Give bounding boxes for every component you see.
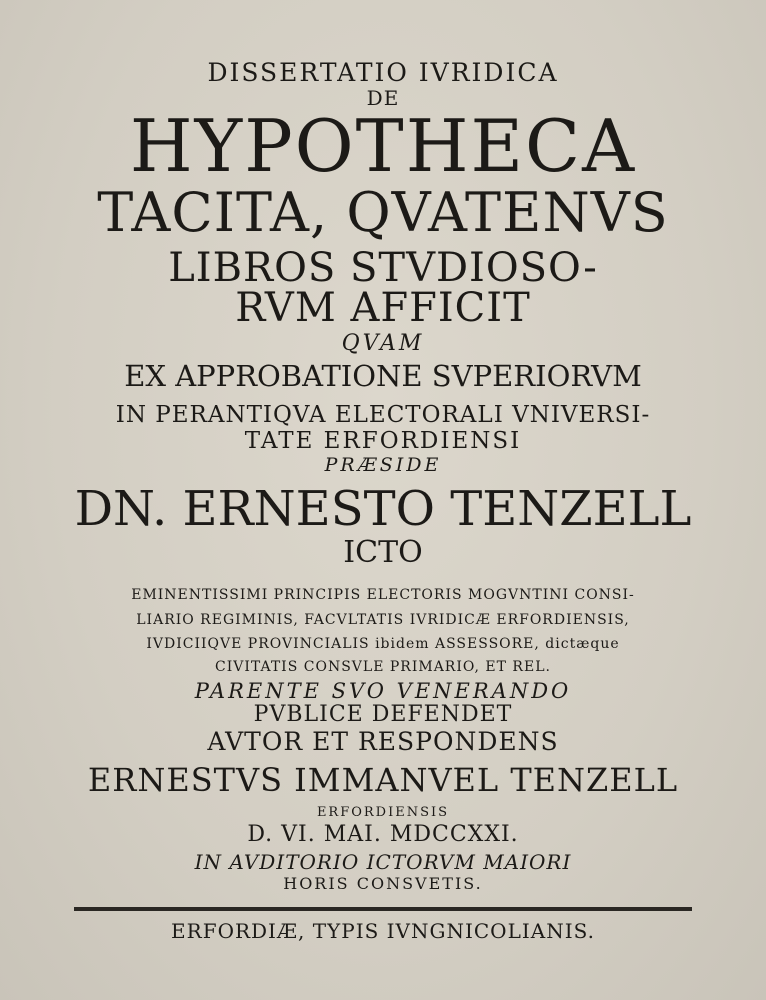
main-title: HYPOTHECA [129,104,637,188]
praeside-line: PRÆSIDE [324,454,442,476]
quam-line: QVAM [341,331,425,356]
imprint-line: ERFORDIÆ, TYPIS IVNGNICOLIANIS. [171,919,595,943]
erfordiensis-line: ERFORDIENSIS [316,805,450,820]
respondent-name: ERNESTVS IMMANVEL TENZELL [87,761,679,799]
title-line-3: LIBROS STVDIOSO- [168,245,598,291]
icto-line: ICTO [343,535,423,570]
autor-line: AVTOR ET RESPONDENS [207,727,559,756]
imprint-rule [74,907,692,911]
titles-line-3: IVDICIIQVE PROVINCIALIS ibidem ASSESSORE, dictæque [146,636,620,652]
praeses-name: DN. ERNESTO TENZELL [74,481,692,537]
title-line-4: RVM AFFICIT [235,285,531,331]
titles-line-4: CIVITATIS CONSVLE PRIMARIO, ET REL. [215,659,551,675]
university-line-2: TATE ERFORDIENSI [244,428,522,454]
title-line-2: TACITA, QVATENVS [97,181,669,244]
date-line: D. VI. MAI. MDCCXXI. [247,822,519,847]
university-line-1: IN PERANTIQVA ELECTORALI VNIVERSI- [115,402,651,428]
defendet-line: PVBLICE DEFENDET [253,702,513,727]
approbation-line: EX APPROBATIONE SVPERIORVM [124,359,642,393]
titles-line-1: EMINENTISSIMI PRINCIPIS ELECTORIS MOGVNTINI CONSI- [131,587,635,603]
de-line: DE [366,86,400,110]
auditorium-line: IN AVDITORIO ICTORVM MAIORI [194,850,572,874]
titles-line-2: LIARIO REGIMINIS, FACVLTATIS IVRIDICÆ ERFORDIENSIS, [136,612,630,628]
dissertation-heading: DISSERTATIO IVRIDICA [207,58,559,87]
hours-line: HORIS CONSVETIS. [283,874,483,893]
parente-line: PARENTE SVO VENERANDO [194,679,572,703]
